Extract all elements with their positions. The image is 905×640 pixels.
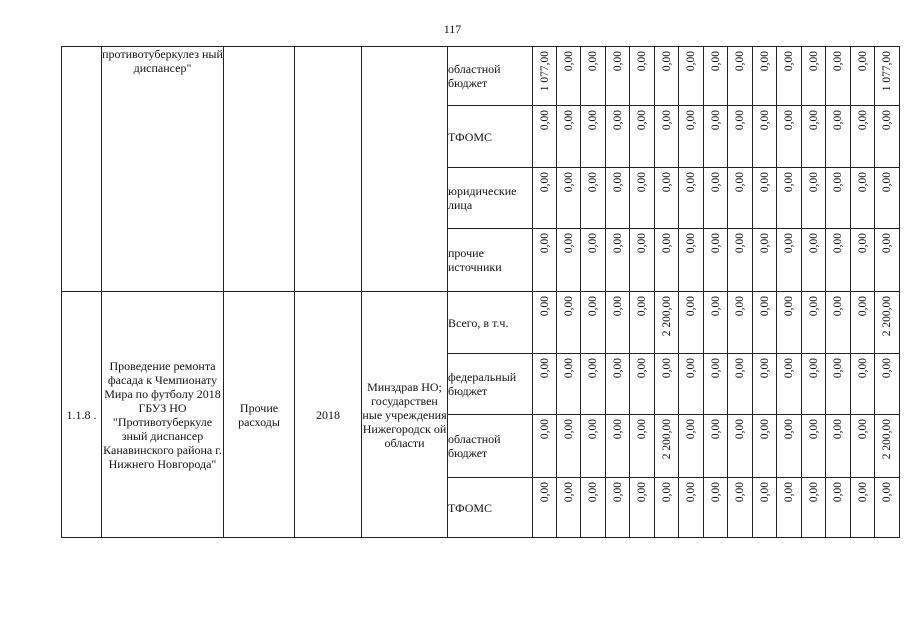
value-cell xyxy=(875,415,900,478)
value-text: 0,00 xyxy=(636,419,648,440)
value-cell xyxy=(802,229,826,292)
value-text: 0,00 xyxy=(538,172,551,193)
value-cell xyxy=(851,168,875,229)
value-cell xyxy=(875,47,900,106)
value-text: 0,00 xyxy=(636,110,648,131)
value-cell xyxy=(753,47,777,106)
value-cell xyxy=(630,415,655,478)
value-cell xyxy=(630,292,655,354)
value-cell xyxy=(753,354,777,415)
value-text: 0,00 xyxy=(856,233,869,254)
value-text: 0,00 xyxy=(685,172,697,193)
value-cell xyxy=(679,106,704,168)
value-text: 0,00 xyxy=(783,358,795,379)
value-text: 0,00 xyxy=(685,296,697,317)
value-text: 2 200,00 xyxy=(881,296,893,337)
value-cell xyxy=(851,47,875,106)
value-cell xyxy=(875,106,900,168)
value-cell xyxy=(704,168,728,229)
value-text: 0,00 xyxy=(685,233,697,254)
value-cell xyxy=(704,415,728,478)
value-text: 0,00 xyxy=(611,482,624,503)
value-text: 0,00 xyxy=(881,172,893,193)
value-text: 0,00 xyxy=(611,51,624,72)
value-cell xyxy=(802,415,826,478)
value-cell xyxy=(557,415,581,478)
value-text: 0,00 xyxy=(660,358,673,379)
value-text: 0,00 xyxy=(807,172,820,193)
value-text: 0,00 xyxy=(587,51,599,72)
value-cell xyxy=(802,292,826,354)
value-cell xyxy=(704,229,728,292)
item-number: 1.1.8 . xyxy=(62,292,102,538)
value-text: 0,00 xyxy=(856,296,869,317)
value-text: 0,00 xyxy=(538,110,551,131)
value-text: 0,00 xyxy=(881,110,893,131)
value-text: 0,00 xyxy=(587,172,599,193)
responsible-org: Минздрав НО; государствен ные учреждения Нижегородск ой области xyxy=(362,292,448,538)
value-cell xyxy=(581,168,606,229)
value-cell xyxy=(728,168,753,229)
value-text: 0,00 xyxy=(832,51,844,72)
value-cell xyxy=(777,292,802,354)
value-text: 0,00 xyxy=(685,419,697,440)
value-text: 0,00 xyxy=(587,419,599,440)
funding-source: ТФОМС xyxy=(448,106,533,168)
value-text: 0,00 xyxy=(611,358,624,379)
value-text: 0,00 xyxy=(709,296,722,317)
value-cell xyxy=(655,106,679,168)
funding-source: Всего, в т.ч. xyxy=(448,292,533,354)
value-cell xyxy=(753,478,777,538)
value-text: 0,00 xyxy=(807,51,820,72)
value-cell xyxy=(533,229,557,292)
value-cell xyxy=(655,354,679,415)
funding-source: федеральный бюджет xyxy=(448,354,533,415)
value-cell xyxy=(679,168,704,229)
value-text: 0,00 xyxy=(562,172,575,193)
value-cell xyxy=(802,478,826,538)
value-cell xyxy=(557,354,581,415)
value-text: 0,00 xyxy=(807,110,820,131)
value-cell xyxy=(533,47,557,106)
value-text: 0,00 xyxy=(758,296,771,317)
value-cell xyxy=(533,168,557,229)
value-cell xyxy=(630,106,655,168)
value-text: 0,00 xyxy=(832,233,844,254)
funding-source: ТФОМС xyxy=(448,478,533,538)
value-text: 0,00 xyxy=(881,233,893,254)
value-text: 0,00 xyxy=(783,419,795,440)
value-cell xyxy=(728,354,753,415)
value-text: 0,00 xyxy=(734,358,746,379)
value-cell xyxy=(655,229,679,292)
value-cell xyxy=(606,354,630,415)
value-cell xyxy=(606,106,630,168)
value-cell xyxy=(851,106,875,168)
item-number xyxy=(62,47,102,292)
value-cell xyxy=(777,354,802,415)
value-cell xyxy=(557,47,581,106)
value-text: 0,00 xyxy=(660,233,673,254)
value-text: 0,00 xyxy=(807,482,820,503)
value-cell xyxy=(826,229,851,292)
funding-source: юридические лица xyxy=(448,168,533,229)
value-text: 0,00 xyxy=(856,51,869,72)
value-cell xyxy=(581,106,606,168)
funding-source: областной бюджет xyxy=(448,415,533,478)
value-cell xyxy=(777,47,802,106)
value-text: 0,00 xyxy=(538,296,551,317)
responsible-org xyxy=(362,47,448,292)
value-cell xyxy=(606,47,630,106)
value-text: 0,00 xyxy=(856,358,869,379)
value-cell xyxy=(630,229,655,292)
value-cell xyxy=(851,229,875,292)
value-text: 0,00 xyxy=(587,482,599,503)
value-text: 0,00 xyxy=(562,296,575,317)
value-cell xyxy=(533,478,557,538)
value-cell xyxy=(802,47,826,106)
value-cell xyxy=(777,478,802,538)
value-text: 0,00 xyxy=(611,296,624,317)
value-cell xyxy=(606,168,630,229)
value-cell xyxy=(728,47,753,106)
value-cell xyxy=(826,292,851,354)
value-cell xyxy=(655,415,679,478)
value-cell xyxy=(533,292,557,354)
value-text: 0,00 xyxy=(783,110,795,131)
value-cell xyxy=(581,478,606,538)
value-cell xyxy=(875,168,900,229)
value-cell xyxy=(679,47,704,106)
value-cell xyxy=(777,415,802,478)
value-cell xyxy=(728,478,753,538)
value-cell xyxy=(581,415,606,478)
value-cell xyxy=(728,229,753,292)
page-number: 117 xyxy=(443,22,462,36)
value-cell xyxy=(802,106,826,168)
value-cell xyxy=(533,415,557,478)
value-cell xyxy=(875,478,900,538)
value-text: 0,00 xyxy=(783,172,795,193)
value-cell xyxy=(704,478,728,538)
value-cell xyxy=(777,168,802,229)
value-cell xyxy=(753,106,777,168)
value-text: 0,00 xyxy=(832,296,844,317)
value-cell xyxy=(826,168,851,229)
value-cell xyxy=(826,106,851,168)
value-text: 0,00 xyxy=(807,358,820,379)
value-cell xyxy=(606,478,630,538)
value-cell xyxy=(630,168,655,229)
value-cell xyxy=(753,168,777,229)
value-text: 2 200,00 xyxy=(660,419,673,460)
value-cell xyxy=(753,292,777,354)
value-cell xyxy=(728,292,753,354)
expense-kind xyxy=(224,47,295,292)
value-cell xyxy=(557,229,581,292)
value-text: 0,00 xyxy=(587,358,599,379)
value-cell xyxy=(753,415,777,478)
item-year xyxy=(295,47,362,292)
value-text: 0,00 xyxy=(807,419,820,440)
value-text: 0,00 xyxy=(758,419,771,440)
value-text: 0,00 xyxy=(685,358,697,379)
value-cell xyxy=(581,47,606,106)
value-cell xyxy=(557,168,581,229)
value-text: 0,00 xyxy=(636,482,648,503)
value-text: 0,00 xyxy=(636,358,648,379)
value-text: 0,00 xyxy=(611,172,624,193)
value-cell xyxy=(679,478,704,538)
value-text: 0,00 xyxy=(783,51,795,72)
value-text: 0,00 xyxy=(734,296,746,317)
value-cell xyxy=(728,106,753,168)
value-text: 0,00 xyxy=(709,51,722,72)
value-text: 0,00 xyxy=(832,358,844,379)
value-cell xyxy=(704,292,728,354)
value-cell xyxy=(606,415,630,478)
value-text: 0,00 xyxy=(783,296,795,317)
value-text: 0,00 xyxy=(611,419,624,440)
value-text: 0,00 xyxy=(832,419,844,440)
value-text: 0,00 xyxy=(734,482,746,503)
value-cell xyxy=(777,106,802,168)
value-cell xyxy=(630,47,655,106)
value-text: 0,00 xyxy=(832,172,844,193)
value-text: 0,00 xyxy=(758,233,771,254)
value-cell xyxy=(655,478,679,538)
value-cell xyxy=(875,354,900,415)
value-text: 0,00 xyxy=(881,358,893,379)
value-cell xyxy=(851,354,875,415)
value-text: 0,00 xyxy=(636,51,648,72)
value-cell xyxy=(606,292,630,354)
value-text: 0,00 xyxy=(562,51,575,72)
funding-source: областной бюджет xyxy=(448,47,533,106)
value-text: 0,00 xyxy=(685,482,697,503)
value-text: 0,00 xyxy=(758,172,771,193)
value-text: 0,00 xyxy=(709,233,722,254)
value-text: 0,00 xyxy=(832,110,844,131)
value-cell xyxy=(875,229,900,292)
value-text: 0,00 xyxy=(636,233,648,254)
value-text: 0,00 xyxy=(709,419,722,440)
value-text: 2 200,00 xyxy=(881,419,893,460)
value-cell xyxy=(679,415,704,478)
value-cell xyxy=(533,106,557,168)
item-year: 2018 xyxy=(295,292,362,538)
value-text: 0,00 xyxy=(636,296,648,317)
value-text: 0,00 xyxy=(660,110,673,131)
value-cell xyxy=(875,292,900,354)
value-cell xyxy=(802,354,826,415)
value-cell xyxy=(557,292,581,354)
value-cell xyxy=(802,168,826,229)
value-text: 0,00 xyxy=(611,233,624,254)
value-text: 0,00 xyxy=(660,51,673,72)
value-text: 0,00 xyxy=(685,110,697,131)
value-text: 0,00 xyxy=(709,482,722,503)
value-text: 0,00 xyxy=(636,172,648,193)
value-text: 0,00 xyxy=(881,482,893,503)
value-cell xyxy=(728,415,753,478)
item-name: противотуберкулез ный диспансер" xyxy=(102,47,224,292)
value-text: 0,00 xyxy=(783,233,795,254)
budget-table xyxy=(61,46,900,538)
value-cell xyxy=(704,106,728,168)
value-text: 0,00 xyxy=(538,233,551,254)
value-cell xyxy=(826,478,851,538)
value-text: 0,00 xyxy=(685,51,697,72)
value-cell xyxy=(630,478,655,538)
value-text: 0,00 xyxy=(856,419,869,440)
value-text: 0,00 xyxy=(562,358,575,379)
value-cell xyxy=(851,415,875,478)
value-text: 0,00 xyxy=(734,172,746,193)
value-cell xyxy=(679,229,704,292)
value-text: 0,00 xyxy=(709,358,722,379)
value-text: 0,00 xyxy=(783,482,795,503)
value-text: 0,00 xyxy=(807,296,820,317)
value-text: 0,00 xyxy=(856,172,869,193)
value-text: 0,00 xyxy=(538,482,551,503)
value-cell xyxy=(679,354,704,415)
value-text: 0,00 xyxy=(538,358,551,379)
value-text: 0,00 xyxy=(856,110,869,131)
value-cell xyxy=(606,229,630,292)
item-name: Проведение ремонта фасада к Чемпионату Мира по футболу 2018 ГБУЗ НО "Противотуберкуле зный диспансер Канавинского района г. Нижнего Новгорода" xyxy=(102,292,224,538)
value-text: 0,00 xyxy=(587,110,599,131)
table-row xyxy=(62,292,900,354)
funding-source: прочие источники xyxy=(448,229,533,292)
value-cell xyxy=(777,229,802,292)
value-text: 0,00 xyxy=(538,419,551,440)
value-cell xyxy=(704,354,728,415)
value-text: 0,00 xyxy=(758,110,771,131)
value-text: 0,00 xyxy=(562,110,575,131)
value-text: 0,00 xyxy=(660,172,673,193)
value-cell xyxy=(655,168,679,229)
value-cell xyxy=(581,354,606,415)
value-cell xyxy=(557,478,581,538)
value-text: 0,00 xyxy=(709,172,722,193)
value-cell xyxy=(753,229,777,292)
value-text: 1 077,00 xyxy=(881,51,893,92)
value-text: 0,00 xyxy=(856,482,869,503)
value-text: 0,00 xyxy=(562,233,575,254)
value-text: 0,00 xyxy=(562,482,575,503)
value-text: 0,00 xyxy=(758,51,771,72)
table-row xyxy=(62,47,900,106)
value-cell xyxy=(826,354,851,415)
value-cell xyxy=(655,292,679,354)
value-text: 0,00 xyxy=(832,482,844,503)
value-cell xyxy=(826,47,851,106)
value-text: 0,00 xyxy=(758,482,771,503)
value-text: 0,00 xyxy=(734,110,746,131)
value-text: 2 200,00 xyxy=(660,296,673,337)
value-text: 0,00 xyxy=(611,110,624,131)
value-text: 0,00 xyxy=(758,358,771,379)
value-text: 0,00 xyxy=(807,233,820,254)
expense-kind: Прочие расходы xyxy=(224,292,295,538)
value-text: 0,00 xyxy=(734,51,746,72)
value-cell xyxy=(557,106,581,168)
value-text: 0,00 xyxy=(587,296,599,317)
value-cell xyxy=(679,292,704,354)
value-cell xyxy=(581,229,606,292)
value-text: 0,00 xyxy=(734,233,746,254)
value-cell xyxy=(826,415,851,478)
value-text: 0,00 xyxy=(587,233,599,254)
value-text: 0,00 xyxy=(562,419,575,440)
value-cell xyxy=(581,292,606,354)
value-text: 1 077,00 xyxy=(538,51,551,92)
value-cell xyxy=(704,47,728,106)
value-cell xyxy=(630,354,655,415)
value-cell xyxy=(533,354,557,415)
value-text: 0,00 xyxy=(709,110,722,131)
value-cell xyxy=(851,292,875,354)
value-cell xyxy=(655,47,679,106)
value-cell xyxy=(851,478,875,538)
value-text: 0,00 xyxy=(660,482,673,503)
value-text: 0,00 xyxy=(734,419,746,440)
